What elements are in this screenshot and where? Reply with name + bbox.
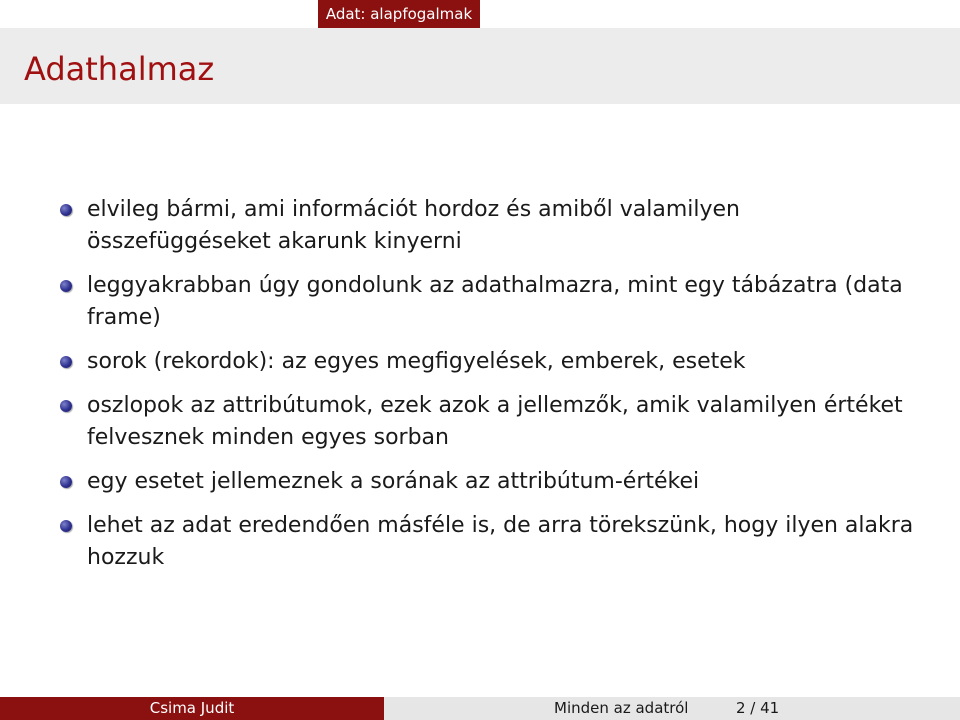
bullet-item [60, 270, 920, 334]
bullet-item [60, 194, 920, 258]
bullet-text: elvileg bármi, ami információt hordoz és amiből valamilyen összefüggéseket akarunk kinyerni [87, 197, 740, 254]
bullet-text: leggyakrabban úgy gondolunk az adathalmazra, mint egy tábázatra (data frame) [87, 273, 903, 330]
bullet-ball-icon [60, 476, 72, 488]
footer-author[interactable]: Csima Judit [0, 697, 384, 720]
bullet-item [60, 466, 920, 498]
bullet-ball-icon [60, 356, 72, 368]
bullet-list [60, 194, 920, 574]
slide-title: Adathalmaz [24, 50, 215, 88]
footline [0, 697, 960, 720]
bullet-text: oszlopok az attribútumok, ezek azok a jellemzők, amik valamilyen értéket felvesznek minden egyes sorban [87, 393, 903, 450]
page-number: 2 / 41 [736, 699, 780, 717]
footer-title-bar [384, 697, 960, 720]
bullet-ball-icon [60, 280, 72, 292]
bullet-text: egy esetet jellemeznek a sorának az attribútum-értékei [87, 469, 700, 494]
bullet-ball-icon [60, 204, 72, 216]
frame-title-bar [0, 28, 960, 104]
bullet-item [60, 346, 920, 378]
bullet-text: lehet az adat eredendően másféle is, de arra törekszünk, hogy ilyen alakra hozzuk [87, 513, 914, 570]
bullet-item [60, 390, 920, 454]
bullet-item [60, 510, 920, 574]
bullet-ball-icon [60, 400, 72, 412]
bullet-ball-icon [60, 520, 72, 532]
section-tab[interactable]: Adat: alapfogalmak [318, 0, 480, 28]
bullet-text: sorok (rekordok): az egyes megfigyelések, emberek, esetek [87, 349, 746, 374]
slide-content [60, 194, 920, 586]
headline [0, 0, 960, 28]
footer-title[interactable]: Minden az adatról [554, 699, 689, 717]
